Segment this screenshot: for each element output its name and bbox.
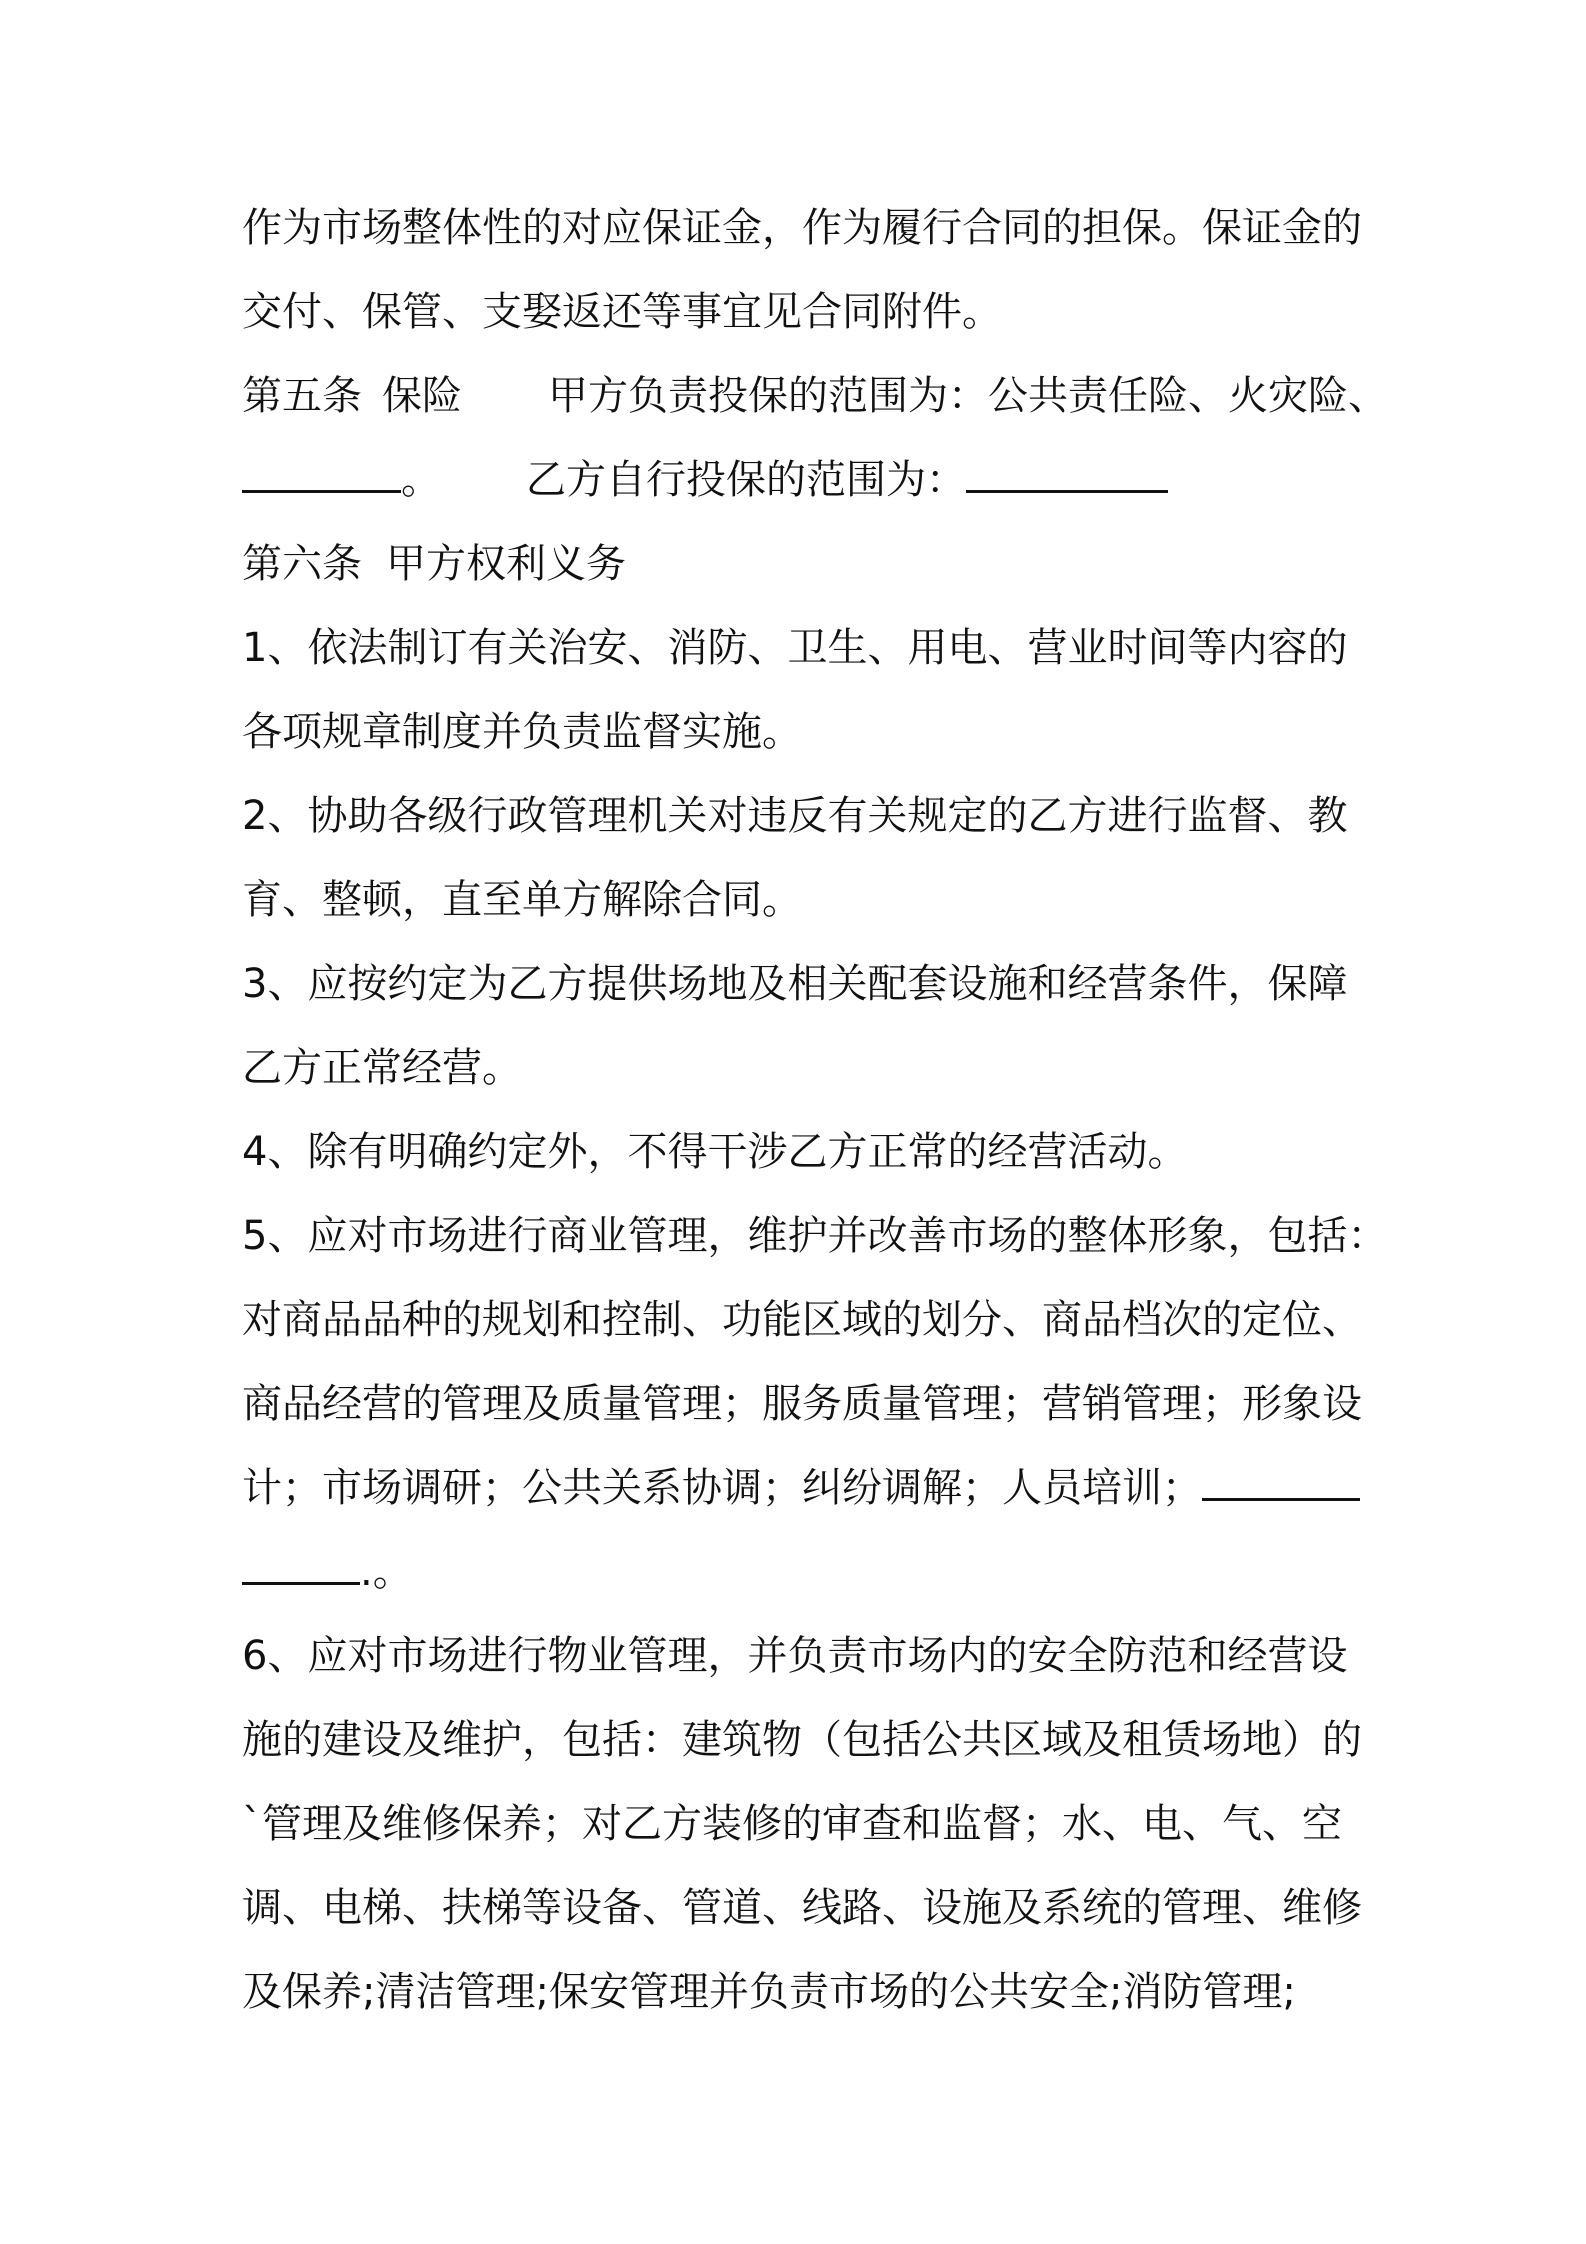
contract-text-line: 作为市场整体性的对应保证金，作为履行合同的担保。保证金的 [242,205,1362,251]
contract-text-line: 对商品品种的规划和控制、功能区域的划分、商品档次的定位、 [242,1297,1362,1343]
fill-in-blank-underline [1202,1498,1360,1501]
contract-text-line: 1、依法制订有关治安、消防、卫生、用电、营业时间等内容的 [242,625,1348,671]
contract-text-line: 育、整顿，直至单方解除合同。 [242,877,802,923]
contract-text-line: 及保养;清洁管理;保安管理并负责市场的公共安全;消防管理; [242,1969,1296,2015]
contract-text-line: 2、协助各级行政管理机关对违反有关规定的乙方进行监督、教 [242,793,1348,839]
article-6-heading-line [242,522,1442,606]
contract-text-line: 商品经营的管理及质量管理；服务质量管理；营销管理；形象设 [242,1381,1362,1427]
contract-page-body [242,186,1442,2034]
contract-text-line: 5、应对市场进行商业管理，维护并改善市场的整体形象，包括： [242,1213,1388,1259]
contract-text-line: 调、电梯、扶梯等设备、管道、线路、设施及系统的管理、维修 [242,1885,1362,1931]
party-a-insurance-scope: 甲方负责投保的范围为：公共责任险、火灾险、 [548,373,1388,419]
party-b-insurance-scope: 乙方自行投保的范围为： [526,457,966,503]
contract-text-line: 乙方正常经营。 [242,1045,522,1091]
article-5-heading-line [242,354,1442,438]
contract-text-line: 施的建设及维护，包括：建筑物（包括公共区域及租赁场地）的 [242,1717,1362,1763]
contract-text-line: 6、应对市场进行物业管理，并负责市场内的安全防范和经营设 [242,1633,1348,1679]
contract-text-line: 4、除有明确约定外，不得干涉乙方正常的经营活动。 [242,1129,1188,1175]
fill-in-blank-underline [242,490,401,493]
article-6-title: 甲方权利义务 [386,541,626,587]
sentence-end-mark: .。 [360,1549,413,1595]
fill-in-blank-underline [966,490,1168,493]
article-6-number: 第六条 [242,541,362,587]
contract-text-line: 各项规章制度并负责监督实施。 [242,709,802,755]
contract-text-line: 3、应按约定为乙方提供场地及相关配套设施和经营条件，保障 [242,961,1348,1007]
fill-in-blank-underline [242,1582,360,1585]
article-5-title: 保险 [382,373,462,419]
article-5-number: 第五条 [242,373,362,419]
contract-text-line-with-blank [242,1446,1442,1530]
contract-text-segment: 计；市场调研；公共关系协调；纠纷调解；人员培训； [242,1465,1202,1511]
contract-blank-continuation-line [242,1530,1442,1614]
contract-text-line: 交付、保管、支娶返还等事宜见合同附件。 [242,289,1002,335]
article-5-blank-line [242,438,1442,522]
sentence-end-mark: 。 [401,457,441,503]
contract-text-line: `管理及维修保养；对乙方装修的审查和监督；水、电、气、空 [242,1801,1342,1847]
